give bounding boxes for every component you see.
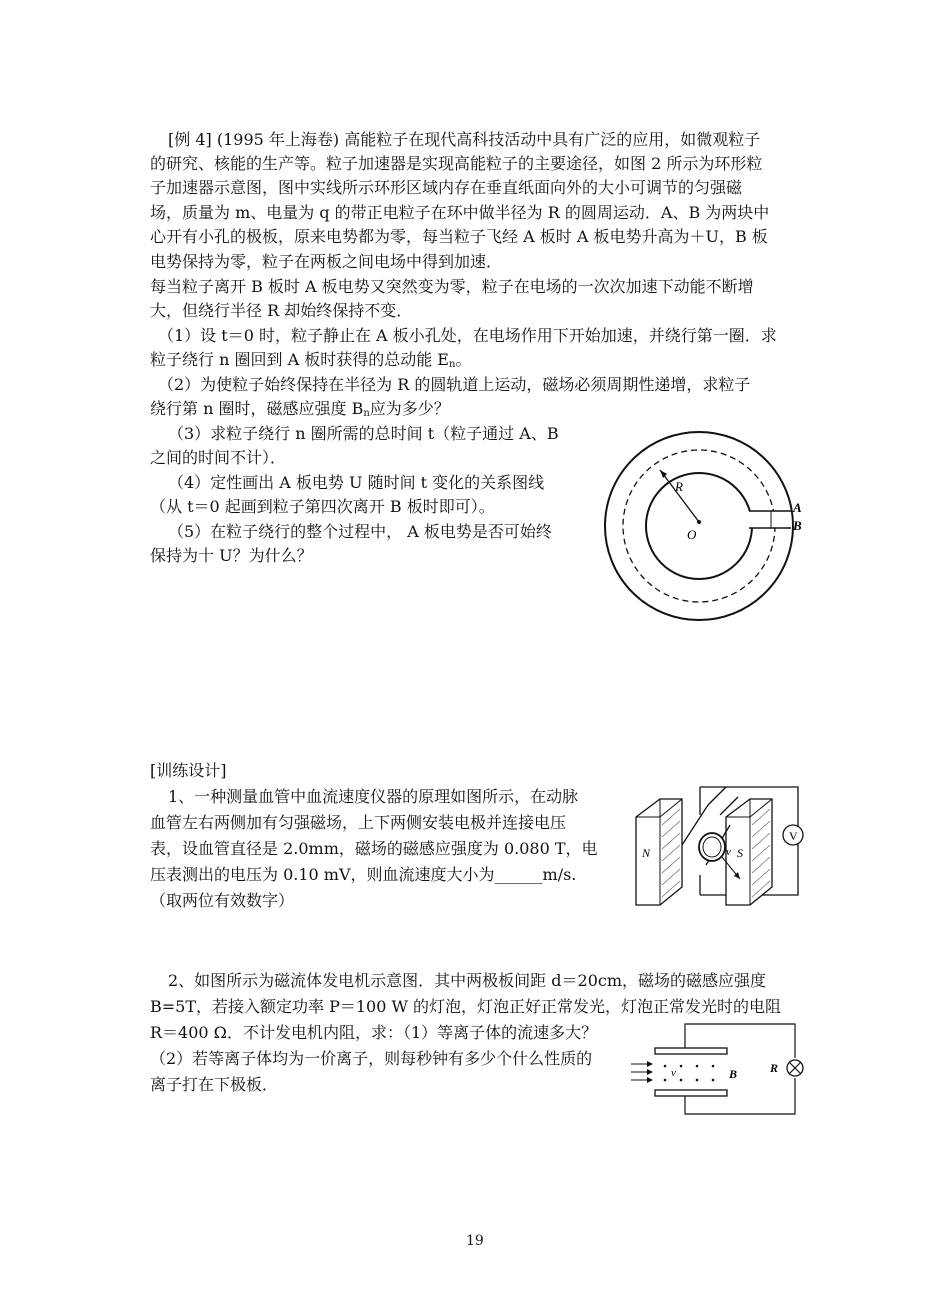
label-r: R (675, 479, 683, 494)
label-v: v (726, 846, 731, 858)
text-line: 子加速器示意图，图中实线所示环形区域内存在垂直纸面向外的大小可调节的匀强磁 (150, 178, 743, 197)
label-s: S (737, 846, 743, 860)
label-a: A (793, 500, 802, 515)
question-1-line1: （1）设 t＝0 时，粒子静止在 A 板小孔处，在电场作用下开始加速，并绕行第一圈．求 (158, 326, 777, 345)
page-number: 19 (466, 1233, 484, 1249)
text-segment: 。 (455, 350, 472, 369)
question-4-line1: （4）定性画出 A 板电势 U 随时间 t 变化的关系图线 (168, 473, 545, 492)
label-b: B (729, 1067, 738, 1081)
text-line: 场，质量为 m、电量为 q 的带正电粒子在环中做半径为 R 的圆周运动．A、B 为两块中 (150, 203, 770, 222)
text-line: 离子打在下极板． (150, 1075, 279, 1094)
text-line: R＝400 Ω．不计发电机内阻，求：（1）等离子体的流速多大？ (150, 1023, 598, 1042)
question-5-line1: （5）在粒子绕行的整个过程中， A 板电势是否可始终 (168, 522, 552, 541)
radius-line (660, 470, 699, 522)
label-n: N (642, 846, 651, 860)
mhd-generator-figure (625, 1020, 805, 1120)
center-dot (697, 520, 701, 524)
vessel-top-line (708, 787, 726, 805)
top-plate (655, 1048, 727, 1054)
text-segment: 绕行第 n 圈时，磁感应强度 B (150, 399, 364, 418)
question-2-line1: （2）为使粒子始终保持在半径为 R 的圆轨道上运动，磁场必须周期性递增，求粒子 (158, 375, 751, 394)
text-segment: 粒子绕行 n 圈回到 A 板时获得的总动能 E (150, 350, 449, 369)
text-line: 1、一种测量血管中血流速度仪器的原理如图所示，在动脉 (168, 787, 579, 806)
subscript: n (363, 408, 370, 419)
text-line: 的研究、核能的生产等。粒子加速器是实现高能粒子的主要途径，如图 2 所示为环形粒 (150, 154, 763, 173)
text-line: 心开有小孔的极板，原来电势都为零，每当粒子飞经 A 板时 A 板电势升高为＋U，B 板 (150, 227, 768, 246)
text-line: [例 4] (1995 年上海卷) 高能粒子在现代高科技活动中具有广泛的应用，如微观粒子 (168, 130, 761, 149)
text-line: （2）若等离子体均为一价离子，则每秒钟有多少个什么性质的 (150, 1049, 593, 1068)
text-line: 每当粒子离开 B 板时 A 板电势又突然变为零，粒子在电场的一次次加速下动能不断增 (150, 277, 754, 296)
text-line: 压表测出的电压为 0.10 mV，则血流速度大小为______m/s. (150, 865, 577, 884)
question-3-line1: （3）求粒子绕行 n 圈所需的总时间 t（粒子通过 A、B (168, 424, 559, 443)
text-line: （取两位有效数字） (150, 891, 295, 910)
blood-flow-meter-figure (630, 775, 808, 925)
radius-arrowhead (660, 470, 667, 478)
label-v: v (671, 1067, 676, 1079)
question-2-line2 (150, 398, 450, 425)
voltmeter-label: V (789, 829, 798, 843)
text-line: 大，但绕行半径 R 却始终保持不变． (150, 301, 413, 320)
subscript: n (448, 359, 456, 370)
inner-ring (646, 473, 752, 579)
text-line: 电势保持为零，粒子在两板之间电场中得到加速． (150, 252, 503, 271)
question-1-line2 (150, 349, 471, 376)
training-heading: [训练设计] (150, 761, 227, 780)
question-4-line2: （从 t＝0 起画到粒子第四次离开 B 板时即可）。 (150, 497, 495, 516)
text-line: B=5T，若接入额定功率 P＝100 W 的灯泡，灯泡正好正常发光，灯泡正常发光时的电阻 (150, 997, 782, 1016)
bottom-plate (655, 1090, 727, 1096)
magnet-s (726, 799, 772, 905)
text-line: 血管左右两侧加有匀强磁场，上下两侧安装电极并连接电压 (150, 813, 567, 832)
text-segment: 应为多少？ (369, 399, 450, 418)
label-b: B (793, 518, 802, 533)
label-o: O (687, 527, 697, 542)
text-line: 表，设血管直径是 2.0mm，磁场的磁感应强度为 0.080 T，电 (150, 839, 598, 858)
text-line: 2、如图所示为磁流体发电机示意图．其中两极板间距 d＝20cm，磁场的磁感应强度 (168, 971, 767, 990)
ring-accelerator-figure (603, 430, 808, 635)
label-r: R (770, 1061, 779, 1075)
question-5-line2: 保持为十 U？为什么？ (150, 546, 313, 565)
question-3-line2: 之间的时间不计）． (150, 448, 287, 467)
